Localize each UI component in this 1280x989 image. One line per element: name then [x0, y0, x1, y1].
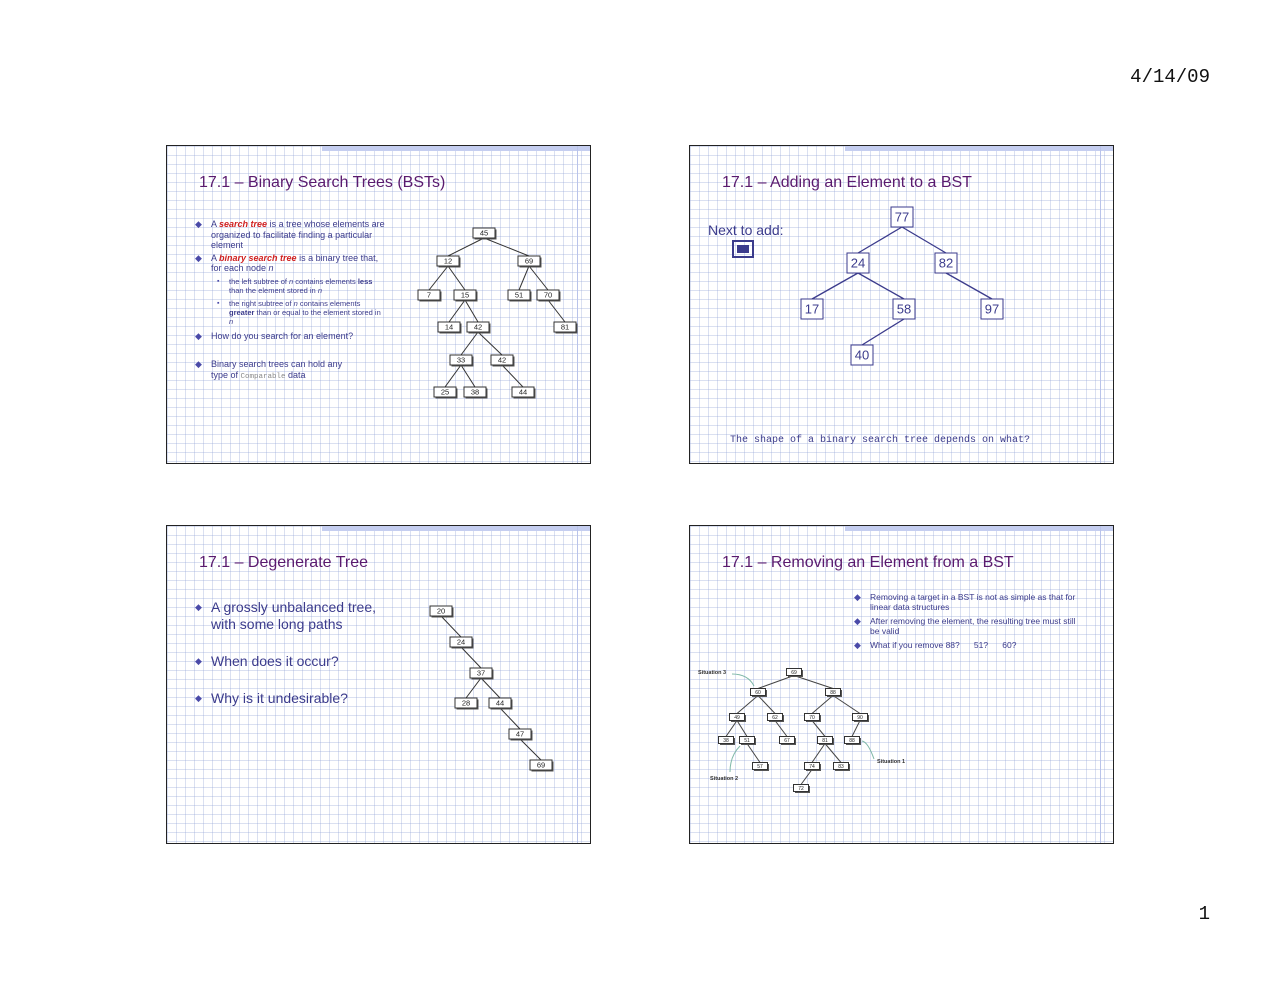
tree-edge [902, 227, 946, 253]
bullet-binary-search-tree: ◆ A binary search tree is a binary tree that, for each node n ▪ the left subtree of n contains elements less than the element stored in n ▪ the right subtree of n contains elements greater than or equal to the element stored in n [195, 253, 385, 326]
bullet-not-simple: ◆ Removing a target in a BST is not as simple as that for linear data structures [854, 592, 1084, 612]
tree-node [935, 253, 957, 273]
tree-node-label: 51 [514, 290, 524, 300]
tree-edge [481, 678, 500, 698]
tree-edge [441, 616, 461, 637]
tree-node-label: 72 [798, 785, 804, 792]
tree-node-label: 40 [854, 347, 870, 363]
tree-edge [812, 696, 833, 714]
tree-node [450, 355, 474, 367]
tree-edge [812, 721, 825, 737]
tree-edge [775, 721, 787, 737]
tree-node-label: 51 [744, 737, 750, 744]
tree-edge [520, 739, 541, 760]
page-number: 1 [1198, 903, 1210, 925]
tree-node [891, 207, 913, 227]
tree-edge [946, 273, 992, 299]
tree-edge [461, 332, 478, 355]
tree-node [805, 763, 822, 772]
tree-node [719, 737, 736, 746]
tree-edge [852, 721, 860, 737]
tree-node [730, 714, 747, 723]
tree-node [512, 387, 536, 399]
tree-edge [461, 647, 481, 668]
bullet-why-undesirable: ◆ Why is it undesirable? [195, 690, 395, 707]
tree-edge [737, 721, 747, 737]
slide-title: 17.1 – Adding an Element to a BST [722, 174, 972, 191]
tree-node-label: 17 [804, 301, 820, 317]
slide-degenerate-tree[interactable] [166, 525, 591, 844]
tree-edge [448, 266, 465, 290]
tree-node [508, 290, 532, 302]
situation3-label: Situation 3 [698, 670, 727, 676]
tree-node [430, 606, 454, 618]
tree-node-label: 81 [822, 737, 828, 744]
tree-edge [478, 332, 502, 355]
tree-edge [466, 678, 481, 698]
sub-bullet-right-subtree: ▪ the right subtree of n contains elements greater than or equal to the element stored in n [211, 299, 385, 326]
header-date: 4/14/09 [1130, 66, 1210, 88]
tree-node [434, 387, 458, 399]
tree-node-label: 44 [495, 698, 505, 708]
slide-adding-element[interactable] [689, 145, 1114, 464]
tree-node [530, 760, 554, 772]
tree-node-label: 44 [518, 387, 528, 397]
tree-edge [529, 266, 548, 290]
tree-edge [726, 721, 737, 737]
situation3-arrow [732, 674, 754, 686]
tree-node-label: 42 [473, 322, 483, 332]
tree-node-label: 88 [849, 737, 855, 744]
bullet-search-tree: ◆ A search tree is a tree whose elements are organized to facilitate finding a particular element [195, 219, 385, 251]
tree-edge [862, 319, 904, 345]
tree-node-label: 88 [830, 689, 836, 696]
tree-node [438, 322, 462, 334]
tree-node-label: 70 [809, 714, 815, 721]
tree-node [473, 228, 497, 240]
tree-node-label: 58 [896, 301, 912, 317]
tree-node [740, 737, 757, 746]
tree-node-label: 42 [497, 355, 507, 365]
tree-edge [445, 365, 461, 387]
tree-node-label: 28 [461, 698, 471, 708]
tree-node [454, 290, 478, 302]
tree-node-label: 7 [426, 290, 432, 300]
tree-edge [429, 266, 448, 290]
tree-edge [502, 365, 523, 387]
tree-node [554, 322, 578, 334]
tree-node-label: 57 [757, 763, 763, 770]
tree-node-label: 77 [894, 209, 910, 225]
tree-node [464, 387, 488, 399]
sub-bullet-left-subtree: ▪ the left subtree of n contains elements less than the element stored in n [211, 277, 385, 295]
tree-node-label: 60 [755, 689, 761, 696]
tree-node [491, 355, 515, 367]
tree-node [467, 322, 491, 334]
tree-node [753, 763, 770, 772]
tree-node [805, 714, 822, 723]
tree-node [818, 737, 835, 746]
tree-node-label: 38 [723, 737, 729, 744]
tree-node [751, 689, 768, 698]
tree-node [801, 299, 823, 319]
tree-node-label: 47 [515, 729, 525, 739]
bullet-when-occur: ◆ When does it occur? [195, 653, 395, 670]
tree-node-label: 70 [543, 290, 553, 300]
tree-edge [737, 696, 758, 714]
tree-node [893, 299, 915, 319]
tree-node-label: 24 [456, 637, 466, 647]
tree-edge [461, 365, 475, 387]
tree-node [847, 253, 869, 273]
tree-node-label: 74 [809, 763, 815, 770]
bullet-what-if-remove: ◆ What if you remove 88? 51? 60? [854, 640, 1084, 650]
tree-edge [448, 238, 484, 256]
tree-node-label: 14 [444, 322, 454, 332]
bullet-search-question: ◆ How do you search for an element? [195, 331, 385, 342]
tree-node-label: 24 [850, 255, 866, 271]
tree-edge [758, 696, 775, 714]
tree-node [834, 763, 851, 772]
bst-diagram [167, 146, 590, 463]
tree-node-label: 67 [784, 737, 790, 744]
tree-node [826, 689, 843, 698]
tree-node-label: 45 [479, 228, 489, 238]
tree-edge [812, 744, 825, 763]
tree-edge [858, 227, 902, 253]
situation1-arrow [862, 741, 874, 759]
tree-node [509, 729, 533, 741]
bullet-unbalanced: ◆ A grossly unbalanced tree, with some long paths [195, 599, 395, 633]
tree-node-label: 69 [791, 669, 797, 676]
slide-bst-intro[interactable] [166, 145, 591, 464]
slide-removing-element[interactable] [689, 525, 1114, 844]
situation-annotations [698, 670, 905, 782]
tree-node-label: 90 [857, 714, 863, 721]
tree-node-label: 49 [734, 714, 740, 721]
tree-node-label: 33 [456, 355, 466, 365]
bst-add-diagram [690, 146, 1113, 463]
tree-node [768, 714, 785, 723]
shape-question: The shape of a binary search tree depends on what? [730, 435, 1031, 446]
tree-node-label: 62 [772, 714, 778, 721]
tree-edge [858, 273, 904, 299]
tree-node-label: 97 [984, 301, 1000, 317]
tree-edge [747, 744, 760, 763]
tree-edge [484, 238, 529, 256]
tree-node [981, 299, 1003, 319]
tree-node [787, 669, 804, 678]
bst-remove-diagram [690, 526, 1113, 843]
tree-node [437, 256, 461, 268]
degenerate-tree-diagram [167, 526, 590, 843]
bullet-still-valid: ◆ After removing the element, the resulting tree must still be valid [854, 616, 1084, 636]
tree-node-label: 12 [443, 256, 453, 266]
tree-edge [833, 696, 860, 714]
tree-node [780, 737, 797, 746]
situation2-arrow [730, 746, 740, 772]
tree-node-label: 69 [536, 760, 546, 770]
tree-edge [758, 676, 794, 689]
tree-edge [519, 266, 529, 290]
tree-node-label: 69 [524, 256, 534, 266]
tree-node-label: 82 [938, 255, 954, 271]
tree-node-label: 38 [470, 387, 480, 397]
tree-node [470, 668, 494, 680]
slide-title: 17.1 – Binary Search Trees (BSTs) [199, 174, 446, 191]
tree-node [450, 637, 474, 649]
tree-node-label: 20 [436, 606, 446, 616]
tree-edge [825, 744, 841, 763]
tree-node [418, 290, 442, 302]
tree-node [537, 290, 561, 302]
tree-node-label: 25 [440, 387, 450, 397]
tree-node-label: 83 [838, 763, 844, 770]
tree-edge [500, 708, 520, 729]
tree-node [794, 785, 811, 794]
tree-node [455, 698, 479, 710]
tree-edge [801, 770, 812, 785]
tree-edge [794, 676, 833, 689]
tree-edge [465, 300, 478, 322]
slide-title: 17.1 – Degenerate Tree [199, 554, 369, 571]
tree-node [518, 256, 542, 268]
slide-title: 17.1 – Removing an Element from a BST [722, 554, 1014, 571]
tree-edge [812, 273, 858, 299]
tree-node-label: 81 [560, 322, 570, 332]
next-to-add-label: Next to add: [708, 222, 784, 238]
tree-edge [449, 300, 465, 322]
situation2-label: Situation 2 [710, 776, 739, 782]
tree-node [853, 714, 870, 723]
tree-node-label: 15 [460, 290, 470, 300]
tree-node [489, 698, 513, 710]
tree-node-label: 37 [476, 668, 486, 678]
bullet-comparable: ◆ Binary search trees can hold any type of Comparable data [195, 359, 351, 382]
situation1-label: Situation 1 [877, 759, 906, 765]
tree-edge [548, 300, 565, 322]
tree-node [851, 345, 873, 365]
tree-node [845, 737, 862, 746]
